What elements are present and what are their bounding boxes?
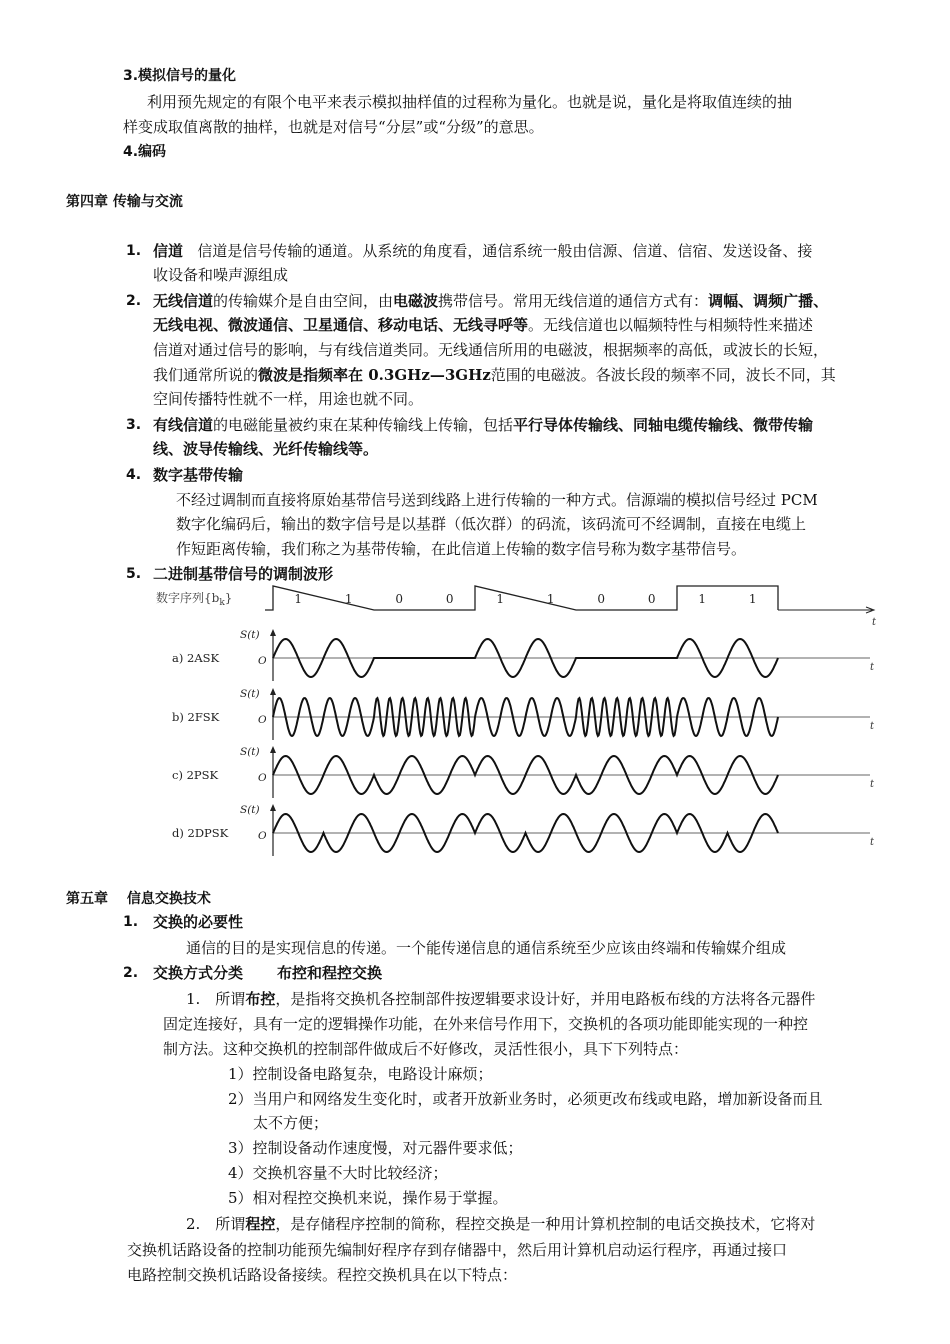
paragraph-2-line-3: 电路控制交换机话路设备接续。程控交换机具在以下特点： xyxy=(127,1266,518,1284)
item-2-line-5: 空间传播特性就不一样，用途也就不同。 xyxy=(153,390,424,408)
chapter-5-title: 第五章 信息交换技术 xyxy=(66,891,211,907)
term: 电磁波 xyxy=(393,292,439,310)
waveform-row xyxy=(172,746,875,798)
paragraph-1-line-3: 制方法。这种交换机的控制部件做成后不好修改，灵活性很小，具下下列特点： xyxy=(163,1040,689,1058)
paragraph-1-line-2: 固定连接好，具有一定的逻辑操作功能，在外来信号作用下，交换机的各项功能即能实现的一种控 xyxy=(163,1015,809,1033)
item-1-body: 通信的目的是实现信息的传递。一个能传递信息的通信系统至少应该由终端和传输媒介组成 xyxy=(186,939,787,957)
axis-arrow xyxy=(270,629,276,636)
subtitle-text: 布控和程控交换 xyxy=(277,964,383,982)
item-3-line-2: 线、波导传输线、光纤传输线等。 xyxy=(153,440,379,458)
text: ，是存储程序控制的简称，程控交换是一种用计算机控制的电话交换技术，它将对 xyxy=(275,1215,816,1233)
waveform-label: a) 2ASK xyxy=(172,651,220,665)
term: 有线信道 xyxy=(153,416,214,434)
modulated-waveform xyxy=(273,639,778,677)
text: 。无线信道也以幅频特性与相频特性来描述 xyxy=(528,316,814,334)
list-item: 4）交换机容量不大时比较经济； xyxy=(228,1164,448,1182)
item-number: 1. xyxy=(123,914,139,930)
waveform-row xyxy=(172,688,875,740)
paragraph-line: 样变成取值离散的抽样，也就是对信号“分层”或“分级”的意思。 xyxy=(123,118,544,136)
axis-arrow xyxy=(270,688,276,695)
paragraph-2-line-1 xyxy=(186,1214,815,1234)
item-4-line-2: 数字化编码后，输出的数字信号是以基群（低次群）的码流，该码流可不经调制，直接在电缆上 xyxy=(176,515,807,533)
term: 调幅、调频广播、 xyxy=(708,292,829,310)
term: 微波是指频率在 0.3GHz—3GHz xyxy=(258,366,491,384)
modulated-waveform xyxy=(273,698,778,736)
item-1-line-2: 收设备和噪声源组成 xyxy=(153,266,289,284)
item-2-line-1 xyxy=(153,291,828,311)
item-3-line-1 xyxy=(153,415,813,435)
item-number: 4. xyxy=(126,467,142,483)
item-text: 信道是信号传输的通道。从系统的角度看，通信系统一般由信源、信道、信宿、发送设备、接 xyxy=(197,242,813,260)
sequence-label: 数字序列$\{b_k\}$ xyxy=(156,591,233,608)
section-3-title: 3.模拟信号的量化 xyxy=(123,68,237,84)
text: 的电磁能量被约束在某种传输线上传输，包括 xyxy=(213,416,514,434)
paragraph-2-line-2: 交换机话路设备的控制功能预先编制好程序存到存储器中，然后用计算机启动运行程序，再通过接口 xyxy=(127,1241,788,1259)
item-4-line-1: 不经过调制而直接将原始基带信号送到线路上进行传输的一种方式。信源端的模拟信号经过 PCM xyxy=(176,491,818,509)
text: 的传输媒介是自由空间，由 xyxy=(213,292,394,310)
amplitude-label: S(t) xyxy=(240,629,260,641)
bit-label: 0 xyxy=(597,592,606,606)
item-2-line-4 xyxy=(153,365,836,385)
axis-label-t: t xyxy=(870,721,875,732)
bit-label: 1 xyxy=(294,592,303,606)
title-text: 交换方式分类 xyxy=(153,964,244,982)
item-number: 2. xyxy=(126,293,142,309)
bit-label: 1 xyxy=(344,592,353,606)
item-2-line-2 xyxy=(153,315,813,335)
text: 携带信号。常用无线信道的通信方式有： xyxy=(438,292,709,310)
list-item: 1）控制设备电路复杂，电路设计麻烦； xyxy=(228,1065,493,1083)
axis-arrow xyxy=(270,746,276,753)
waveform-label: c) 2PSK xyxy=(172,768,219,782)
item-5-title: 二进制基带信号的调制波形 xyxy=(153,565,334,583)
origin-label: O xyxy=(258,655,267,667)
modulation-waveform-figure xyxy=(0,580,950,860)
list-item: 5）相对程控交换机来说，操作易于掌握。 xyxy=(228,1189,508,1207)
axis-label-t: t xyxy=(870,837,875,848)
bit-label: 0 xyxy=(445,592,454,606)
bit-label: 0 xyxy=(647,592,656,606)
amplitude-label: S(t) xyxy=(240,804,260,816)
text: 2. 所谓 xyxy=(186,1215,246,1233)
paragraph-1-line-1 xyxy=(186,989,815,1009)
bit-label: 1 xyxy=(748,592,757,606)
origin-label: O xyxy=(258,830,267,842)
term: 无线信道 xyxy=(153,292,214,310)
axis-label-t: t xyxy=(872,617,877,628)
modulated-waveform xyxy=(273,756,778,794)
term: 无线电视、微波通信、卫星通信、移动电话、无线寻呼等 xyxy=(153,316,529,334)
chapter-4-title: 第四章 传输与交流 xyxy=(66,194,183,210)
item-number: 3. xyxy=(126,417,142,433)
list-item: 太不方便； xyxy=(253,1114,329,1132)
term: 布控 xyxy=(245,990,276,1008)
waveform-row xyxy=(172,804,875,856)
amplitude-label: S(t) xyxy=(240,746,260,758)
bit-label: 1 xyxy=(546,592,555,606)
item-2-line-3: 信道对通过信号的影响，与有线信道类同。无线通信所用的电磁波，根据频率的高低，或波长的长短， xyxy=(153,341,829,359)
bit-label: 0 xyxy=(395,592,404,606)
item-2-title xyxy=(153,963,382,983)
waveform-label: b) 2FSK xyxy=(172,710,220,724)
modulated-waveform xyxy=(273,814,778,852)
item-4-line-3: 作短距离传输，我们称之为基带传输，在此信道上传输的数字信号称为数字基带信号。 xyxy=(176,540,747,558)
amplitude-label: S(t) xyxy=(240,688,260,700)
term: 程控 xyxy=(245,1215,276,1233)
item-1-title: 交换的必要性 xyxy=(153,913,244,931)
section-4-title: 4.编码 xyxy=(123,144,167,160)
waveform-row xyxy=(172,629,875,681)
axis-label-t: t xyxy=(870,779,875,790)
origin-label: O xyxy=(258,714,267,726)
text: 我们通常所说的 xyxy=(153,366,259,384)
list-item: 3）控制设备动作速度慢，对元器件要求低； xyxy=(228,1139,523,1157)
bit-label: 1 xyxy=(698,592,707,606)
origin-label: O xyxy=(258,772,267,784)
bit-label: 1 xyxy=(496,592,505,606)
waveform-label: d) 2DPSK xyxy=(172,826,229,840)
axis-label-t: t xyxy=(870,662,875,673)
item-1-line xyxy=(153,241,812,261)
text: 1. 所谓 xyxy=(186,990,246,1008)
item-number: 2. xyxy=(123,965,139,981)
text: 范围的电磁波。各波长段的频率不同，波长不同，其 xyxy=(490,366,836,384)
item-number: 1. xyxy=(126,243,142,259)
axis-arrow xyxy=(270,804,276,811)
term: 平行导体传输线、同轴电缆传输线、微带传输 xyxy=(513,416,814,434)
item-number: 5. xyxy=(126,566,142,582)
term-channel: 信道 xyxy=(153,242,184,260)
paragraph-line: 利用预先规定的有限个电平来表示模拟抽样值的过程称为量化。也就是说，量化是将取值连续的抽 xyxy=(147,93,793,111)
list-item: 2）当用户和网络发生变化时，或者开放新业务时，必须更改布线或电路，增加新设备而且 xyxy=(228,1090,823,1108)
item-4-title: 数字基带传输 xyxy=(153,466,244,484)
text: ，是指将交换机各控制部件按逻辑要求设计好，并用电路板布线的方法将各元器件 xyxy=(275,990,816,1008)
